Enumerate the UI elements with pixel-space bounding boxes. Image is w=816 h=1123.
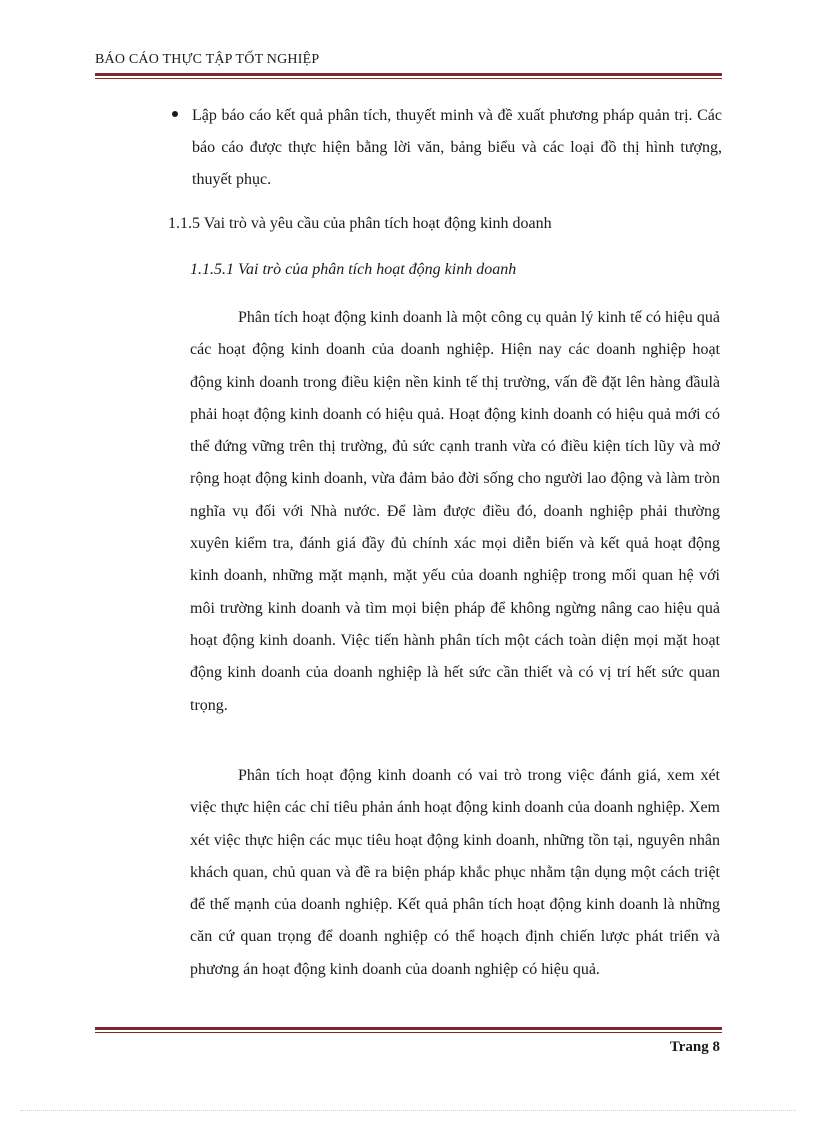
footer-rule-thin: [95, 1032, 722, 1033]
section-heading: 1.1.5 Vai trò và yêu cầu của phân tích hoạt động kinh doanh: [168, 215, 552, 232]
page-number: Trang 8: [669, 1039, 720, 1055]
header-rule-thin: [95, 78, 722, 79]
footer-rule: [95, 1027, 722, 1030]
header-rule: [95, 73, 722, 76]
header-title: BÁO CÁO THỰC TẬP TỐT NGHIỆP: [95, 52, 320, 67]
page-boundary-divider: [20, 1110, 796, 1111]
subsection-heading: 1.1.5.1 Vai trò của phân tích hoạt động kinh doanh: [190, 261, 517, 278]
bullet-dot-icon: [172, 111, 178, 117]
body-paragraph: Phân tích hoạt động kinh doanh có vai trò trong việc đánh giá, xem xét việc thực hiện các chỉ tiêu phản ánh hoạt động kinh doanh của doanh nghiệp. Xem xét việc thực hiện các mục tiêu hoạt động kinh doanh, những tồn tại, nguyên nhân khách quan, chủ quan và đề ra biện pháp khắc phục nhằm tận dụng một cách triệt để thế mạnh của doanh nghiệp. Kết quả phân tích hoạt động kinh doanh là những căn cứ quan trọng để doanh nghiệp có thể hoạch định chiến lược phát triển và phương án hoạt động kinh doanh của doanh nghiệp có hiệu quả.: [190, 767, 720, 978]
body-paragraph: Phân tích hoạt động kinh doanh là một công cụ quản lý kinh tế có hiệu quả các hoạt động kinh doanh của doanh nghiệp. Hiện nay các doanh nghiệp hoạt động kinh doanh trong điều kiện nền kinh tế thị trường, vấn đề đặt lên hàng đầulà phải hoạt động kinh doanh có hiệu quả. Hoạt động kinh doanh có hiệu quả mới có thể đứng vững trên thị trường, đủ sức cạnh tranh vừa có điều kiện tích lũy và mở rộng hoạt động kinh doanh, vừa đảm bảo đời sống cho người lao động và làm tròn nghĩa vụ đối với Nhà nước. Để làm được điều đó, doanh nghiệp phải thường xuyên kiểm tra, đánh giá đầy đủ chính xác mọi diễn biến và kết quả hoạt động kinh doanh, những mặt mạnh, mặt yếu của doanh nghiệp trong mối quan hệ với môi trường kinh doanh và tìm mọi biện pháp để không ngừng nâng cao hiệu quả hoạt động kinh doanh. Việc tiến hành phân tích một cách toàn diện mọi mặt hoạt động kinh doanh của doanh nghiệp là hết sức cần thiết và có vị trí hết sức quan trọng.: [190, 309, 720, 714]
bullet-item: [172, 100, 722, 196]
bullet-text: Lập báo cáo kết quả phân tích, thuyết minh và đề xuất phương pháp quản trị. Các báo cáo được thực hiện bằng lời văn, bảng biểu và các loại đồ thị hình tượng, thuyết phục.: [192, 107, 722, 188]
